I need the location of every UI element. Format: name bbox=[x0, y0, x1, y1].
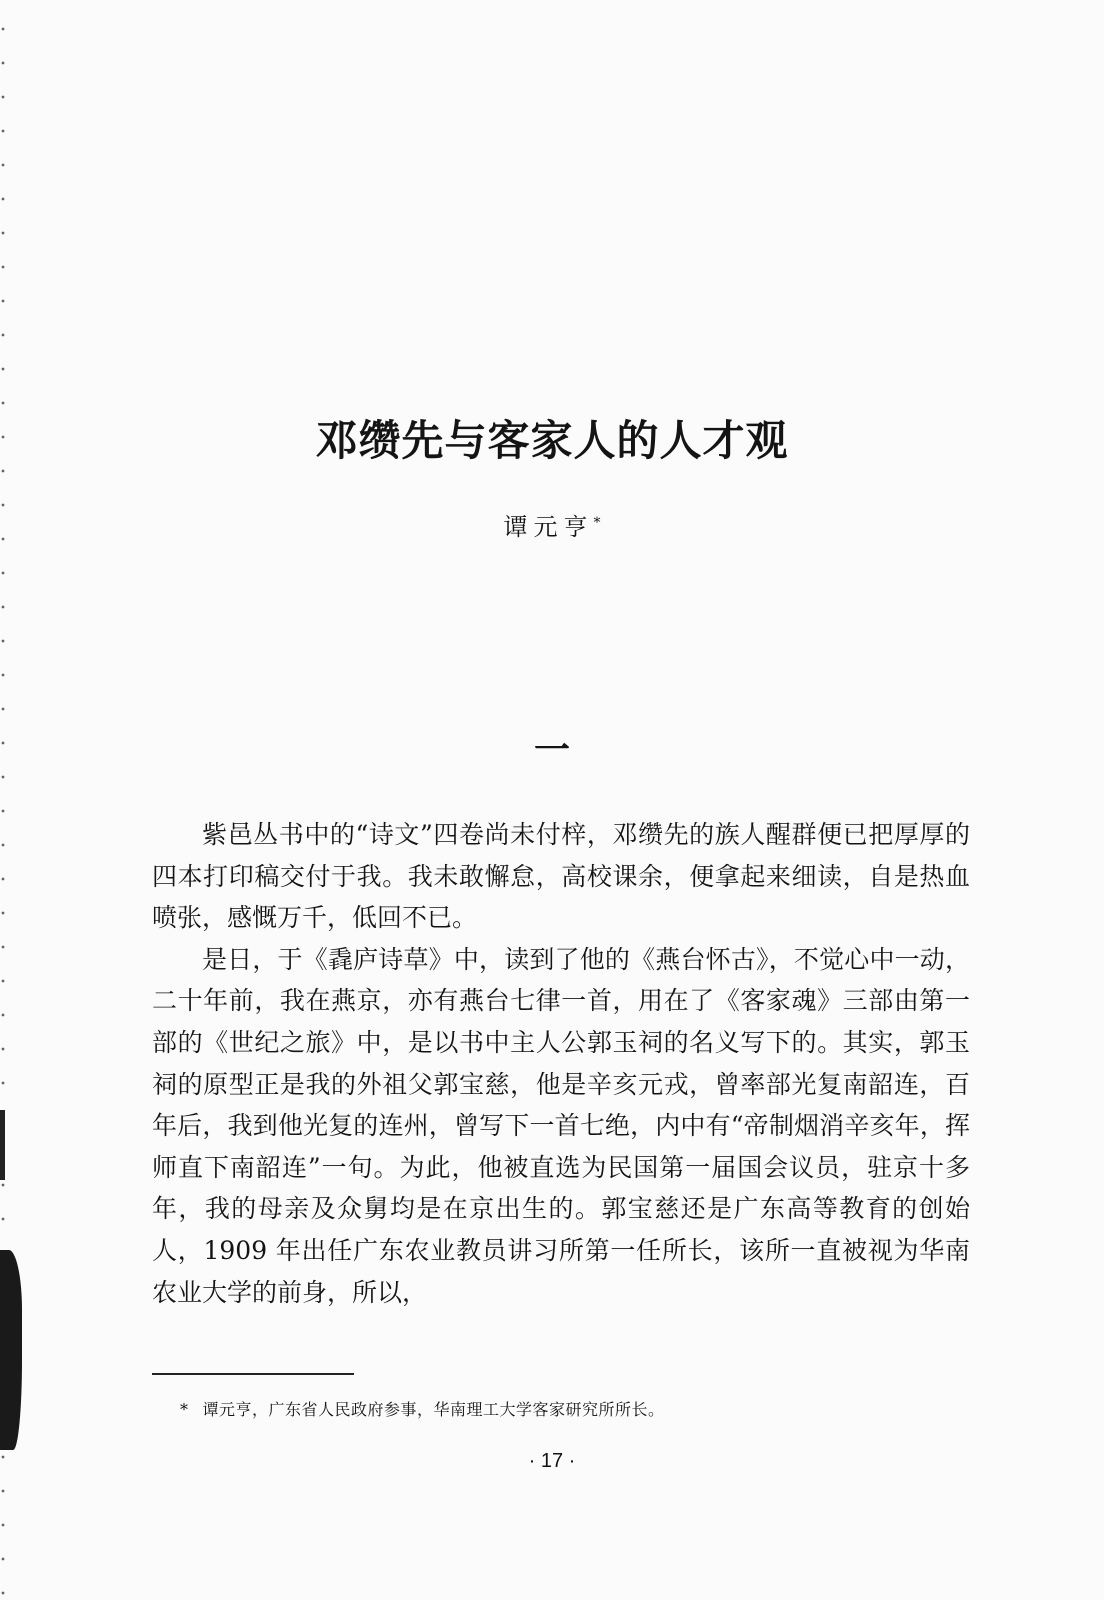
article-author-line bbox=[0, 510, 1104, 544]
paragraph: 紫邑丛书中的“诗文”四卷尚未付梓，邓缵先的族人醒群便已把厚厚的四本打印稿交付于我。我未敢懈怠，高校课余，便拿起来细读，自是热血喷张，感慨万千，低回不已。 bbox=[152, 820, 970, 933]
page-number: · 17 · bbox=[528, 1450, 576, 1472]
body-text bbox=[152, 814, 970, 1313]
footnote-marker: * bbox=[180, 1400, 189, 1419]
scan-edge-blot bbox=[0, 1250, 22, 1450]
section-number: 一 bbox=[533, 729, 570, 771]
footnote bbox=[180, 1398, 960, 1422]
footnote-text: 谭元亨，广东省人民政府参事，华南理工大学客家研究所所长。 bbox=[202, 1400, 665, 1419]
footnote-divider bbox=[152, 1373, 354, 1375]
paragraph: 是日，于《毳庐诗草》中，读到了他的《燕台怀古》，不觉心中一动，二十年前，我在燕京，亦有燕台七律一首，用在了《客家魂》三部由第一部的《世纪之旅》中，是以书中主人公郭玉祠的名义写下的。其实，郭玉祠的原型正是我的外祖父郭宝慈，他是辛亥元戎，曾率部光复南韶连，百年后，我到他光复的连州，曾写下一首七绝，内中有“帝制烟消辛亥年，挥师直下南韶连”一句。为此，他被直选为民国第一届国会议员，驻京十多年，我的母亲及众舅均是在京出生的。郭宝慈还是广东高等教育的创始人，1909 年出任广东农业教员讲习所第一任所长，该所一直被视为华南农业大学的前身，所以， bbox=[152, 944, 970, 1307]
scan-edge-mark bbox=[0, 1110, 5, 1180]
article-title: 邓缵先与客家人的人才观 bbox=[315, 416, 789, 465]
author-footnote-marker: * bbox=[593, 515, 601, 531]
author-name: 谭元亨 bbox=[503, 513, 594, 541]
